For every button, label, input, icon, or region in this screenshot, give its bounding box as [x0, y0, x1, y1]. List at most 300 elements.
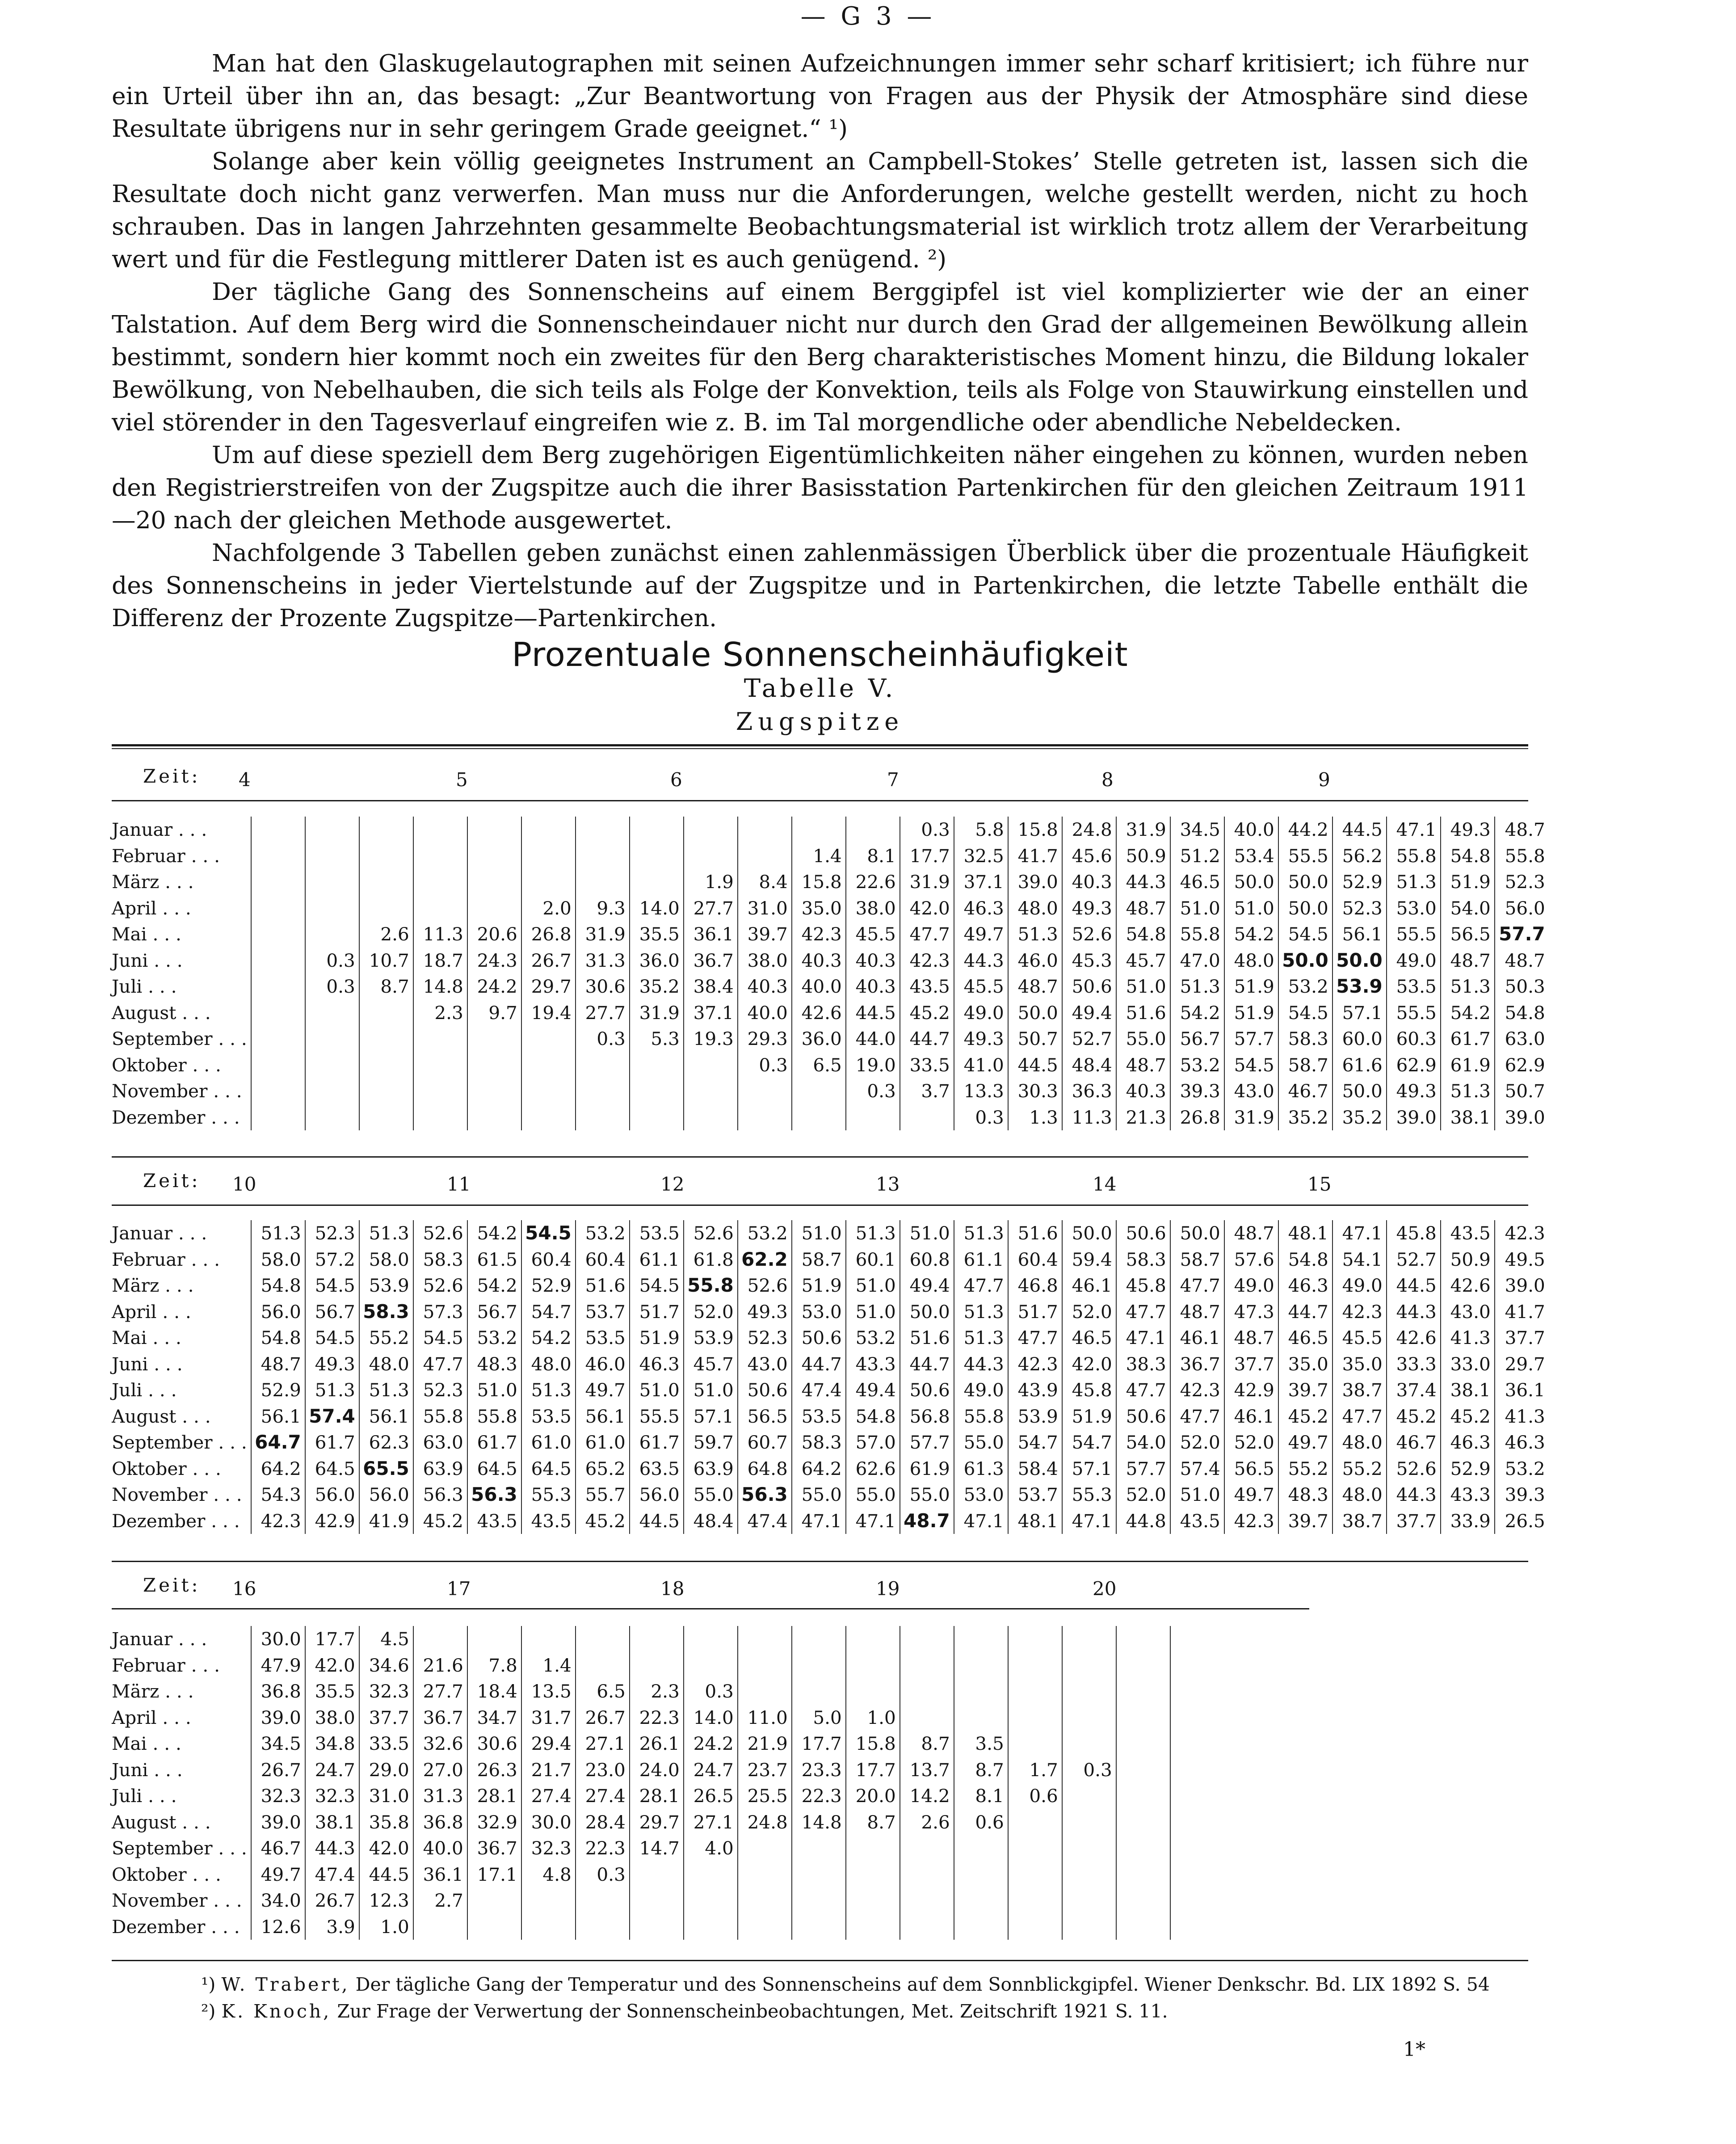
- table-cell: [954, 1887, 1008, 1914]
- table-row: [112, 1508, 1549, 1534]
- table-cell: 35.0: [1332, 1351, 1387, 1377]
- table-cell: 61.1: [630, 1247, 684, 1273]
- table-cell: 0.3: [305, 973, 359, 1000]
- hour-label: 5: [456, 769, 468, 791]
- table-cell: 48.3: [467, 1351, 521, 1377]
- table-cell: [1116, 1809, 1170, 1836]
- table-cell: [1116, 1835, 1170, 1862]
- table-row: [112, 1705, 1224, 1731]
- table-cell: 47.7: [1008, 1325, 1062, 1351]
- table-cell: [467, 1078, 521, 1104]
- table-cell: 53.9: [684, 1325, 738, 1351]
- table-cell: 55.7: [576, 1482, 630, 1508]
- table-cell: 54.8: [1441, 843, 1495, 869]
- table-cell: [251, 1078, 305, 1104]
- table-row: [112, 1731, 1224, 1757]
- table-cell: 14.8: [792, 1809, 846, 1836]
- table-cell: 40.0: [1224, 817, 1278, 843]
- table-cell: 61.5: [467, 1247, 521, 1273]
- table-cell: 36.3: [1062, 1078, 1116, 1104]
- table-cell: 0.3: [1062, 1757, 1116, 1783]
- table-cell: 42.3: [1008, 1351, 1062, 1377]
- table-cell: 53.2: [576, 1220, 630, 1247]
- table-cell: [467, 1052, 521, 1078]
- table-cell: 55.5: [1387, 921, 1441, 948]
- table-cell: 59.7: [684, 1429, 738, 1456]
- table-cell: [1008, 1809, 1062, 1836]
- month-label: April . . .: [112, 1705, 251, 1731]
- table-cell: 47.7: [1332, 1403, 1387, 1430]
- table-cell: [684, 1104, 738, 1131]
- table-cell: 24.2: [684, 1731, 738, 1757]
- time-header-block-2: [112, 1160, 1528, 1202]
- table-cell: [1062, 1678, 1116, 1705]
- hour-label: 16: [232, 1578, 256, 1600]
- month-label: Januar . . .: [112, 817, 251, 843]
- table-cell: 56.1: [1332, 921, 1387, 948]
- table-cell: [467, 1887, 521, 1914]
- hour-label: 8: [1101, 769, 1114, 791]
- table-cell: [521, 1626, 576, 1652]
- table-cell: 47.4: [792, 1377, 846, 1403]
- table-cell: 34.6: [359, 1652, 413, 1679]
- month-name: April: [112, 897, 157, 919]
- table-cell: 12.3: [359, 1887, 413, 1914]
- table-cell: [467, 1626, 521, 1652]
- month-name: September: [112, 1432, 213, 1453]
- table-cell: 36.8: [251, 1678, 305, 1705]
- month-name: Dezember: [112, 1510, 206, 1532]
- table-cell: 48.7: [251, 1351, 305, 1377]
- table-cell: 33.3: [1387, 1351, 1441, 1377]
- table-cell: 62.9: [1387, 1052, 1441, 1078]
- table-cell: 47.7: [1116, 1299, 1170, 1325]
- table-cell: 45.8: [1116, 1272, 1170, 1299]
- table-cell: [305, 817, 359, 843]
- table-cell: 42.9: [1224, 1377, 1278, 1403]
- table-cell: 52.9: [251, 1377, 305, 1403]
- table-cell: [630, 1078, 684, 1104]
- table-cell: [1170, 1678, 1224, 1705]
- table-cell: 32.5: [954, 843, 1008, 869]
- table-cell: [467, 895, 521, 922]
- table-cell: 8.1: [954, 1783, 1008, 1809]
- table-cell: [521, 1078, 576, 1104]
- month-name: November: [112, 1484, 208, 1505]
- month-label: Januar . . .: [112, 1626, 251, 1652]
- table-cell: 24.8: [1062, 817, 1116, 843]
- table-cell: [1116, 1783, 1170, 1809]
- table-cell: 55.0: [846, 1482, 900, 1508]
- table-cell: 28.1: [467, 1783, 521, 1809]
- table-cell: [846, 1862, 900, 1888]
- table-cell: 55.0: [684, 1482, 738, 1508]
- table-cell: 38.1: [305, 1809, 359, 1836]
- hour-label: 15: [1307, 1173, 1332, 1195]
- table-cell: 58.3: [413, 1247, 467, 1273]
- table-cell: [1008, 1705, 1062, 1731]
- table-cell: 19.4: [521, 1000, 576, 1026]
- month-name: September: [112, 1837, 213, 1859]
- table-cell: [1062, 1862, 1116, 1888]
- table-cell: 57.4: [1170, 1456, 1224, 1482]
- table-cell: 27.0: [413, 1757, 467, 1783]
- table-cell: 60.4: [521, 1247, 576, 1273]
- table-cell: 61.3: [954, 1456, 1008, 1482]
- table-cell: 53.9: [359, 1272, 413, 1299]
- time-header-block-1: [112, 755, 1528, 798]
- table-cell: 46.5: [1278, 1325, 1332, 1351]
- table-cell: 1.4: [792, 843, 846, 869]
- table-cell: 27.1: [576, 1731, 630, 1757]
- month-name: April: [112, 1706, 157, 1728]
- page-number: — G 3 —: [800, 2, 936, 31]
- table-row: [112, 1482, 1549, 1508]
- table-cell: [1170, 1862, 1224, 1888]
- month-name: August: [112, 1811, 177, 1833]
- table-cell: 27.4: [576, 1783, 630, 1809]
- table-cell: 43.5: [1441, 1220, 1495, 1247]
- table-cell: 29.4: [521, 1731, 576, 1757]
- table-cell: 48.0: [1332, 1429, 1387, 1456]
- table-cell: [684, 1652, 738, 1679]
- table-cell: 52.0: [684, 1299, 738, 1325]
- table-cell: 57.1: [1332, 1000, 1387, 1026]
- table-cell: 24.7: [684, 1757, 738, 1783]
- table-cell: 22.3: [576, 1835, 630, 1862]
- table-cell: 51.0: [630, 1377, 684, 1403]
- table-cell: [1170, 1887, 1224, 1914]
- table-cell: 51.3: [846, 1220, 900, 1247]
- table-cell: 45.6: [1062, 843, 1116, 869]
- hour-label: 12: [660, 1173, 685, 1195]
- table-cell: 55.2: [359, 1325, 413, 1351]
- table-cell: 4.0: [684, 1835, 738, 1862]
- table-cell: 57.7: [1499, 923, 1545, 945]
- table-cell: [684, 1626, 738, 1652]
- table-cell: 37.4: [1387, 1377, 1441, 1403]
- table-cell: 64.2: [792, 1456, 846, 1482]
- table-cell: [738, 817, 792, 843]
- table-cell: [630, 1104, 684, 1131]
- table-row: [112, 1456, 1549, 1482]
- table-cell: 52.3: [1505, 871, 1545, 893]
- table-cell: 63.9: [413, 1456, 467, 1482]
- table-cell: 45.2: [413, 1508, 467, 1534]
- table-cell: 31.7: [521, 1705, 576, 1731]
- table-cell: 44.3: [305, 1835, 359, 1862]
- table-cell: 9.7: [467, 1000, 521, 1026]
- table-cell: [521, 869, 576, 895]
- table-cell: 48.7: [1116, 895, 1170, 922]
- table-cell: [954, 1678, 1008, 1705]
- hour-label: 6: [670, 769, 682, 791]
- month-name: Mai: [112, 1327, 147, 1348]
- table-cell: 32.3: [251, 1783, 305, 1809]
- table-cell: [792, 1835, 846, 1862]
- table-cell: 46.7: [1278, 1078, 1332, 1104]
- month-name: Juni: [112, 949, 148, 971]
- table-cell: 21.9: [738, 1731, 792, 1757]
- table-cell: 21.3: [1116, 1104, 1170, 1131]
- table-cell: 52.3: [413, 1377, 467, 1403]
- table-cell: 47.0: [1170, 948, 1224, 974]
- table-cell: 5.0: [792, 1705, 846, 1731]
- header-rule: [112, 800, 1528, 801]
- table-cell: [1008, 1678, 1062, 1705]
- table-cell: 53.5: [792, 1403, 846, 1430]
- table-cell: 8.7: [846, 1809, 900, 1836]
- table-cell: 13.7: [900, 1757, 954, 1783]
- table-cell: 52.9: [1441, 1456, 1495, 1482]
- table-cell: 65.5: [359, 1456, 413, 1482]
- table-cell: [1062, 1731, 1116, 1757]
- table-cell: 32.3: [521, 1835, 576, 1862]
- table-cell: 34.7: [467, 1705, 521, 1731]
- table-cell: 2.6: [900, 1809, 954, 1836]
- table-cell: 53.0: [792, 1299, 846, 1325]
- table-cell: 38.7: [1332, 1377, 1387, 1403]
- table-row: [112, 1052, 1549, 1078]
- month-label: Juni . . .: [112, 1757, 251, 1783]
- table-cell: [738, 843, 792, 869]
- table-cell: 37.1: [684, 1000, 738, 1026]
- table-cell: 54.7: [1008, 1429, 1062, 1456]
- table-cell: 56.0: [251, 1299, 305, 1325]
- month-name: September: [112, 1028, 213, 1049]
- table-cell: 26.7: [251, 1757, 305, 1783]
- table-cell: 2.3: [413, 1000, 467, 1026]
- table-cell: 41.3: [1441, 1325, 1495, 1351]
- table-cell: 38.7: [1332, 1508, 1387, 1534]
- month-label: Oktober . . .: [112, 1456, 251, 1482]
- table-cell: 44.7: [900, 1351, 954, 1377]
- table-cell: [630, 1914, 684, 1940]
- table-cell: 58.3: [1116, 1247, 1170, 1273]
- table-cell: 51.3: [954, 1299, 1008, 1325]
- table-cell: 33.5: [900, 1052, 954, 1078]
- table-cell: 48.1: [1278, 1220, 1332, 1247]
- table-cell: [576, 1052, 630, 1078]
- table-cell: 47.4: [738, 1508, 792, 1534]
- table-cell: 53.0: [954, 1482, 1008, 1508]
- table-cell: [792, 1887, 846, 1914]
- table-cell: 31.9: [1116, 817, 1170, 843]
- table-cell: 11.3: [413, 921, 467, 948]
- table-cell: 52.7: [1387, 1247, 1441, 1273]
- table-cell: 23.7: [738, 1757, 792, 1783]
- table-cell: 58.0: [359, 1247, 413, 1273]
- table-cell: 44.3: [1387, 1299, 1441, 1325]
- table-cell: [738, 1914, 792, 1940]
- table-cell: [954, 1652, 1008, 1679]
- table-cell: [792, 817, 846, 843]
- table-cell: 61.1: [954, 1247, 1008, 1273]
- table-cell: 46.3: [1505, 1432, 1545, 1453]
- month-label: August . . .: [112, 1809, 251, 1836]
- table-cell: 51.3: [1008, 921, 1062, 948]
- month-name: Februar: [112, 845, 185, 867]
- table-row: [112, 921, 1549, 948]
- table-cell: 51.0: [846, 1299, 900, 1325]
- table-cell: 34.5: [1170, 817, 1224, 843]
- table-cell: 49.4: [846, 1377, 900, 1403]
- table-cell: 32.3: [305, 1783, 359, 1809]
- table-cell: 5.8: [954, 817, 1008, 843]
- table-cell: 53.2: [1170, 1052, 1224, 1078]
- table-cell: 60.4: [576, 1247, 630, 1273]
- hour-label: 4: [239, 769, 251, 791]
- table-cell: 38.0: [305, 1705, 359, 1731]
- month-label: April . . .: [112, 895, 251, 922]
- table-cell: 53.4: [1224, 843, 1278, 869]
- table-cell: 45.5: [846, 921, 900, 948]
- footnote-mark: ²): [201, 2001, 216, 2022]
- table-row: [112, 1000, 1549, 1026]
- table-cell: 26.7: [305, 1887, 359, 1914]
- table-cell: 54.8: [846, 1403, 900, 1430]
- body-text: [112, 47, 1528, 634]
- table-cell: 44.5: [630, 1508, 684, 1534]
- month-label: Juli . . .: [112, 1783, 251, 1809]
- table-cell: [1170, 1705, 1224, 1731]
- table-cell: 17.1: [467, 1862, 521, 1888]
- table-cell: 48.7: [1505, 949, 1545, 971]
- table-cell: 52.6: [413, 1272, 467, 1299]
- table-cell: [900, 1914, 954, 1940]
- table-cell: 12.6: [251, 1914, 305, 1940]
- table-cell: [251, 817, 305, 843]
- header-rule: [112, 1205, 1528, 1206]
- table-cell: 56.5: [738, 1403, 792, 1430]
- table-row: [112, 1835, 1224, 1862]
- table-cell: 2.7: [413, 1887, 467, 1914]
- table-cell: 10.7: [359, 948, 413, 974]
- table-cell: 47.1: [1062, 1508, 1116, 1534]
- table-cell: 38.0: [846, 895, 900, 922]
- table-cell: 9.3: [576, 895, 630, 922]
- table-cell: [792, 1078, 846, 1104]
- table-cell: [359, 869, 413, 895]
- table-cell: 49.5: [1505, 1248, 1545, 1270]
- table-cell: 45.5: [954, 973, 1008, 1000]
- table-cell: [251, 921, 305, 948]
- table-cell: 48.3: [1278, 1482, 1332, 1508]
- table-cell: 51.3: [359, 1220, 413, 1247]
- table-cell: 45.5: [1332, 1325, 1387, 1351]
- table-cell: 56.7: [305, 1299, 359, 1325]
- table-cell: 6.5: [576, 1678, 630, 1705]
- month-name: August: [112, 1405, 177, 1427]
- month-name: März: [112, 1681, 160, 1702]
- table-cell: 43.0: [738, 1351, 792, 1377]
- table-row: [112, 1403, 1549, 1430]
- table-cell: 35.2: [1332, 1104, 1387, 1131]
- table-cell: [630, 1626, 684, 1652]
- table-cell: [576, 1887, 630, 1914]
- signature-mark: 1*: [1403, 2038, 1425, 2061]
- table-cell: [1170, 1757, 1224, 1783]
- table-cell: 44.7: [1278, 1299, 1332, 1325]
- table-cell: 48.4: [1062, 1052, 1116, 1078]
- table-cell: 61.8: [684, 1247, 738, 1273]
- table-cell: [738, 1835, 792, 1862]
- table-cell: 47.1: [1116, 1325, 1170, 1351]
- month-name: Oktober: [112, 1863, 187, 1885]
- table-cell: [738, 1078, 792, 1104]
- table-cell: 36.7: [413, 1705, 467, 1731]
- table-cell: [1116, 1862, 1170, 1888]
- table-row: [112, 1429, 1549, 1456]
- table-cell: 58.7: [792, 1247, 846, 1273]
- table-cell: 21.7: [521, 1757, 576, 1783]
- table-cell: 22.6: [846, 869, 900, 895]
- table-cell: 55.8: [1387, 843, 1441, 869]
- table-cell: 32.3: [359, 1678, 413, 1705]
- table-cell: 17.7: [305, 1626, 359, 1652]
- table-cell: [1008, 1626, 1062, 1652]
- table-cell: 13.5: [521, 1678, 576, 1705]
- table-cell: 20.6: [467, 921, 521, 948]
- table-cell: 58.3: [1278, 1026, 1332, 1052]
- table-cell: 47.1: [954, 1508, 1008, 1534]
- table-cell: 37.7: [1387, 1508, 1441, 1534]
- table-cell: 42.6: [1441, 1272, 1495, 1299]
- month-name: Januar: [112, 1222, 173, 1244]
- table-cell: 29.7: [521, 973, 576, 1000]
- table-cell: 56.3: [467, 1482, 521, 1508]
- table-cell: [359, 1104, 413, 1131]
- month-label: Dezember . . .: [112, 1508, 251, 1534]
- month-name: Juni: [112, 1353, 148, 1375]
- table-cell: 8.7: [954, 1757, 1008, 1783]
- table-cell: 31.3: [576, 948, 630, 974]
- table-cell: 54.2: [521, 1325, 576, 1351]
- table-cell: 36.1: [413, 1862, 467, 1888]
- table-cell: [467, 843, 521, 869]
- table-cell: 49.7: [1224, 1482, 1278, 1508]
- table-cell: [684, 1862, 738, 1888]
- table-cell: 64.5: [521, 1456, 576, 1482]
- table-cell: 36.8: [413, 1809, 467, 1836]
- table-cell: 55.2: [1278, 1456, 1332, 1482]
- table-cell: 52.3: [738, 1325, 792, 1351]
- table-cell: 40.0: [413, 1835, 467, 1862]
- table-cell: 46.8: [1008, 1272, 1062, 1299]
- table-cell: 26.3: [467, 1757, 521, 1783]
- table-cell: 1.7: [1008, 1757, 1062, 1783]
- table-cell: [521, 1104, 576, 1131]
- table-cell: 56.3: [413, 1482, 467, 1508]
- table-row: [112, 843, 1549, 869]
- table-cell: 39.7: [738, 921, 792, 948]
- table-cell: [251, 1026, 305, 1052]
- month-name: Januar: [112, 1628, 173, 1650]
- table-cell: 61.9: [1441, 1052, 1495, 1078]
- table-cell: 42.0: [305, 1652, 359, 1679]
- table-cell: 53.9: [1008, 1403, 1062, 1430]
- table-cell: 30.0: [521, 1809, 576, 1836]
- table-row: [112, 1862, 1224, 1888]
- table-cell: [1062, 1835, 1116, 1862]
- table-cell: 49.3: [1441, 817, 1495, 843]
- table-cell: 49.0: [1387, 948, 1441, 974]
- footnote-2: [201, 1998, 1519, 2025]
- hour-label: 18: [660, 1578, 685, 1600]
- table-cell: 48.0: [359, 1351, 413, 1377]
- table-cell: [954, 1914, 1008, 1940]
- data-block-1: [112, 817, 1549, 1130]
